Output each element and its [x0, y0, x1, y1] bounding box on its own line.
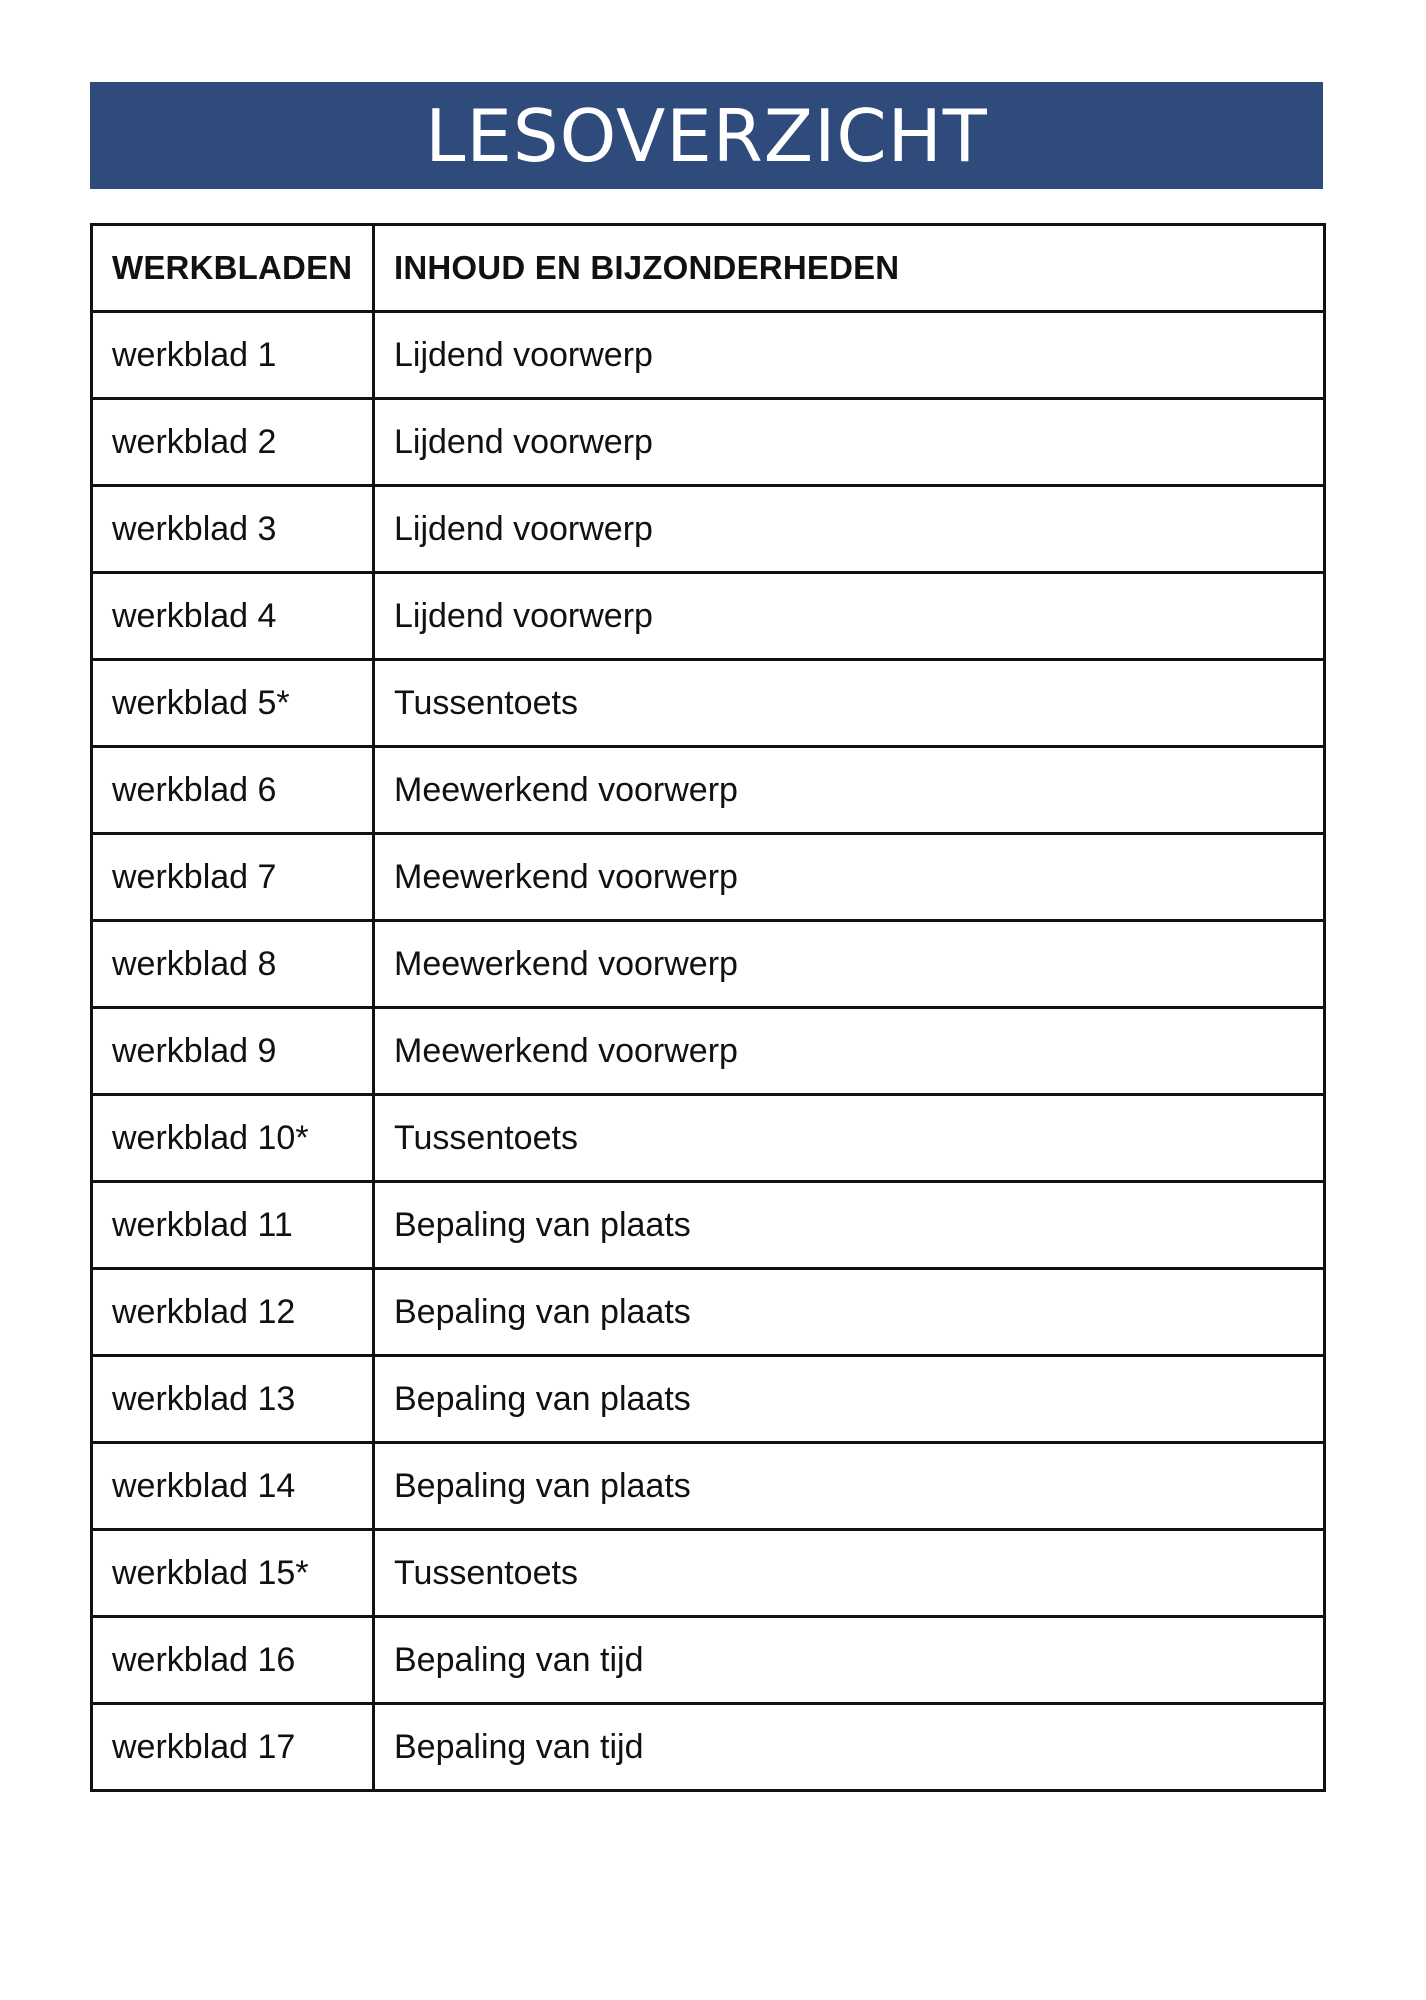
table-row [92, 486, 1325, 573]
content-cell: Bepaling van tijd [374, 1617, 1325, 1704]
table-row [92, 1530, 1325, 1617]
worksheet-cell: werkblad 3 [92, 486, 374, 573]
worksheet-cell: werkblad 14 [92, 1443, 374, 1530]
worksheet-cell: werkblad 7 [92, 834, 374, 921]
column-header-worksheets: WERKBLADEN [92, 225, 374, 312]
worksheet-cell: werkblad 17 [92, 1704, 374, 1791]
content-cell: Tussentoets [374, 1530, 1325, 1617]
content-cell: Bepaling van plaats [374, 1356, 1325, 1443]
worksheet-cell: werkblad 10* [92, 1095, 374, 1182]
worksheet-cell: werkblad 6 [92, 747, 374, 834]
table-row [92, 834, 1325, 921]
worksheet-cell: werkblad 12 [92, 1269, 374, 1356]
table-row [92, 1008, 1325, 1095]
content-cell: Bepaling van plaats [374, 1182, 1325, 1269]
worksheet-cell: werkblad 4 [92, 573, 374, 660]
worksheet-cell: werkblad 11 [92, 1182, 374, 1269]
table-row [92, 573, 1325, 660]
content-cell: Lijdend voorwerp [374, 399, 1325, 486]
worksheet-cell: werkblad 16 [92, 1617, 374, 1704]
worksheet-cell: werkblad 13 [92, 1356, 374, 1443]
worksheet-cell: werkblad 9 [92, 1008, 374, 1095]
title-banner [90, 82, 1323, 189]
table-row [92, 312, 1325, 399]
table-row [92, 1182, 1325, 1269]
worksheet-cell: werkblad 1 [92, 312, 374, 399]
content-cell: Bepaling van plaats [374, 1269, 1325, 1356]
table-row [92, 1356, 1325, 1443]
content-cell: Lijdend voorwerp [374, 312, 1325, 399]
table-row [92, 747, 1325, 834]
content-cell: Lijdend voorwerp [374, 573, 1325, 660]
table-header-row [92, 225, 1325, 312]
table-row [92, 1095, 1325, 1182]
content-cell: Bepaling van tijd [374, 1704, 1325, 1791]
content-cell: Meewerkend voorwerp [374, 747, 1325, 834]
worksheet-cell: werkblad 5* [92, 660, 374, 747]
page-title: LESOVERZICHT [425, 93, 988, 178]
content-cell: Meewerkend voorwerp [374, 921, 1325, 1008]
content-cell: Tussentoets [374, 660, 1325, 747]
content-cell: Tussentoets [374, 1095, 1325, 1182]
worksheet-cell: werkblad 15* [92, 1530, 374, 1617]
table-row [92, 1443, 1325, 1530]
table-row [92, 1617, 1325, 1704]
content-cell: Meewerkend voorwerp [374, 834, 1325, 921]
content-cell: Bepaling van plaats [374, 1443, 1325, 1530]
worksheet-cell: werkblad 8 [92, 921, 374, 1008]
lesson-overview-table [90, 223, 1326, 1792]
content-cell: Meewerkend voorwerp [374, 1008, 1325, 1095]
column-header-content: INHOUD EN BIJZONDERHEDEN [374, 225, 1325, 312]
table-row [92, 399, 1325, 486]
content-cell: Lijdend voorwerp [374, 486, 1325, 573]
table-row [92, 660, 1325, 747]
table-row [92, 1269, 1325, 1356]
table-row [92, 1704, 1325, 1791]
worksheet-cell: werkblad 2 [92, 399, 374, 486]
table-row [92, 921, 1325, 1008]
